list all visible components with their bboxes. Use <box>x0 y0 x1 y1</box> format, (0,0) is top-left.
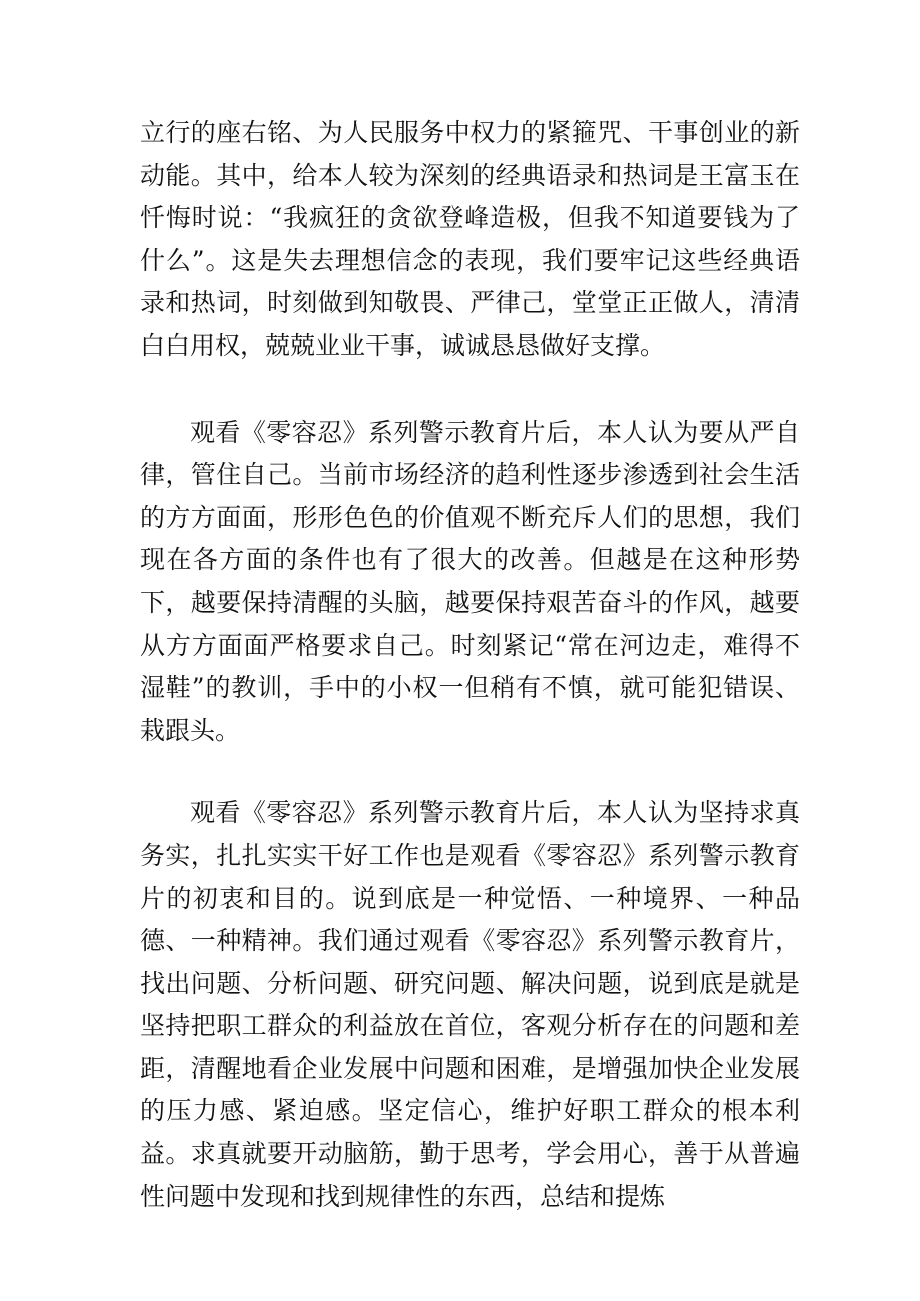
document-body <box>140 112 800 1218</box>
paragraph-spacer <box>140 368 800 412</box>
paragraph-spacer <box>140 752 800 792</box>
paragraph-pragmatic-work: 观看《零容忍》系列警示教育片后，本人认为坚持求真务实，扎扎实实干好工作也是观看《零容忍》系列警示教育片的初衷和目的。说到底是一种觉悟、一种境界、一种品德、一种精神。我们通过观看《零容忍》系列警示教育片，找出问题、分析问题、研究问题、解决问题，说到底是就是坚持把职工群众的利益放在首位，客观分析存在的问题和差距，清醒地看企业发展中问题和困难，是增强加快企业发展的压力感、紧迫感。坚定信心，维护好职工群众的根本利益。求真就要开动脑筋，勤于思考，学会用心，善于从普遍性问题中发现和找到规律性的东西，总结和提炼 <box>140 798 800 1211</box>
paragraph-self-discipline: 观看《零容忍》系列警示教育片后，本人认为要从严自律，管住自己。当前市场经济的趋利性逐步渗透到社会生活的方方面面，形形色色的价值观不断充斥人们的思想，我们现在各方面的条件也有了很大的改善。但越是在这种形势下，越要保持清醒的头脑，越要保持艰苦奋斗的作风，越要从方方面面严格要求自己。时刻紧记“常在河边走，难得不湿鞋”的教训，手中的小权一但稍有不慎，就可能犯错误、栽跟头。 <box>140 417 800 745</box>
paragraph-continued: 立行的座右铭、为人民服务中权力的紧箍咒、干事创业的新动能。其中，给本人较为深刻的经典语录和热词是王富玉在忏悔时说：“我疯狂的贪欲登峰造极，但我不知道要钱为了什么”。这是失去理想信念的表现，我们要牢记这些经典语录和热词，时刻做到知敬畏、严律己，堂堂正正做人，清清白白用权，兢兢业业干事，诚诚恳恳做好支撑。 <box>140 118 800 360</box>
